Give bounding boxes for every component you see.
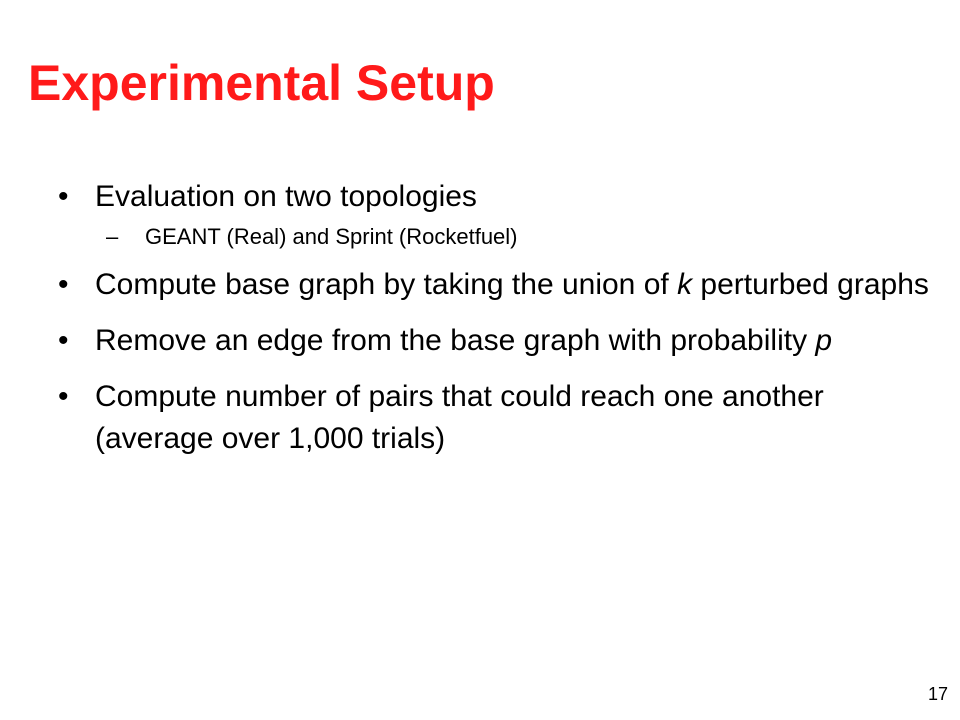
variable-k: k: [677, 268, 693, 301]
bullet-item: [58, 264, 938, 306]
sub-bullet-text: GEANT (Real) and Sprint (Rocketfuel): [145, 224, 518, 249]
bullet-item: [58, 320, 938, 362]
bullet-list: [58, 176, 938, 474]
dash-icon: –: [106, 224, 119, 249]
bullet-item: [58, 376, 938, 460]
bullet-text: Remove an edge from the base graph with probability: [95, 324, 816, 357]
bullet-text: Compute base graph by taking the union of: [95, 268, 678, 301]
bullet-dot-icon: •: [58, 324, 69, 357]
sub-bullet-list: [95, 222, 938, 252]
bullet-text: Compute number of pairs that could reach one another (average over 1,000 trials): [95, 380, 824, 455]
bullet-dot-icon: •: [58, 268, 69, 301]
sub-bullet-item: [106, 222, 938, 252]
slide-title: Experimental Setup: [28, 55, 495, 111]
bullet-dot-icon: •: [58, 180, 69, 213]
page-number: 17: [928, 684, 949, 704]
bullet-text-continued: perturbed graphs: [692, 268, 929, 301]
bullet-dot-icon: •: [58, 380, 69, 413]
variable-p: p: [815, 324, 833, 357]
bullet-text: Evaluation on two topologies: [95, 180, 477, 213]
bullet-item: [58, 176, 938, 252]
